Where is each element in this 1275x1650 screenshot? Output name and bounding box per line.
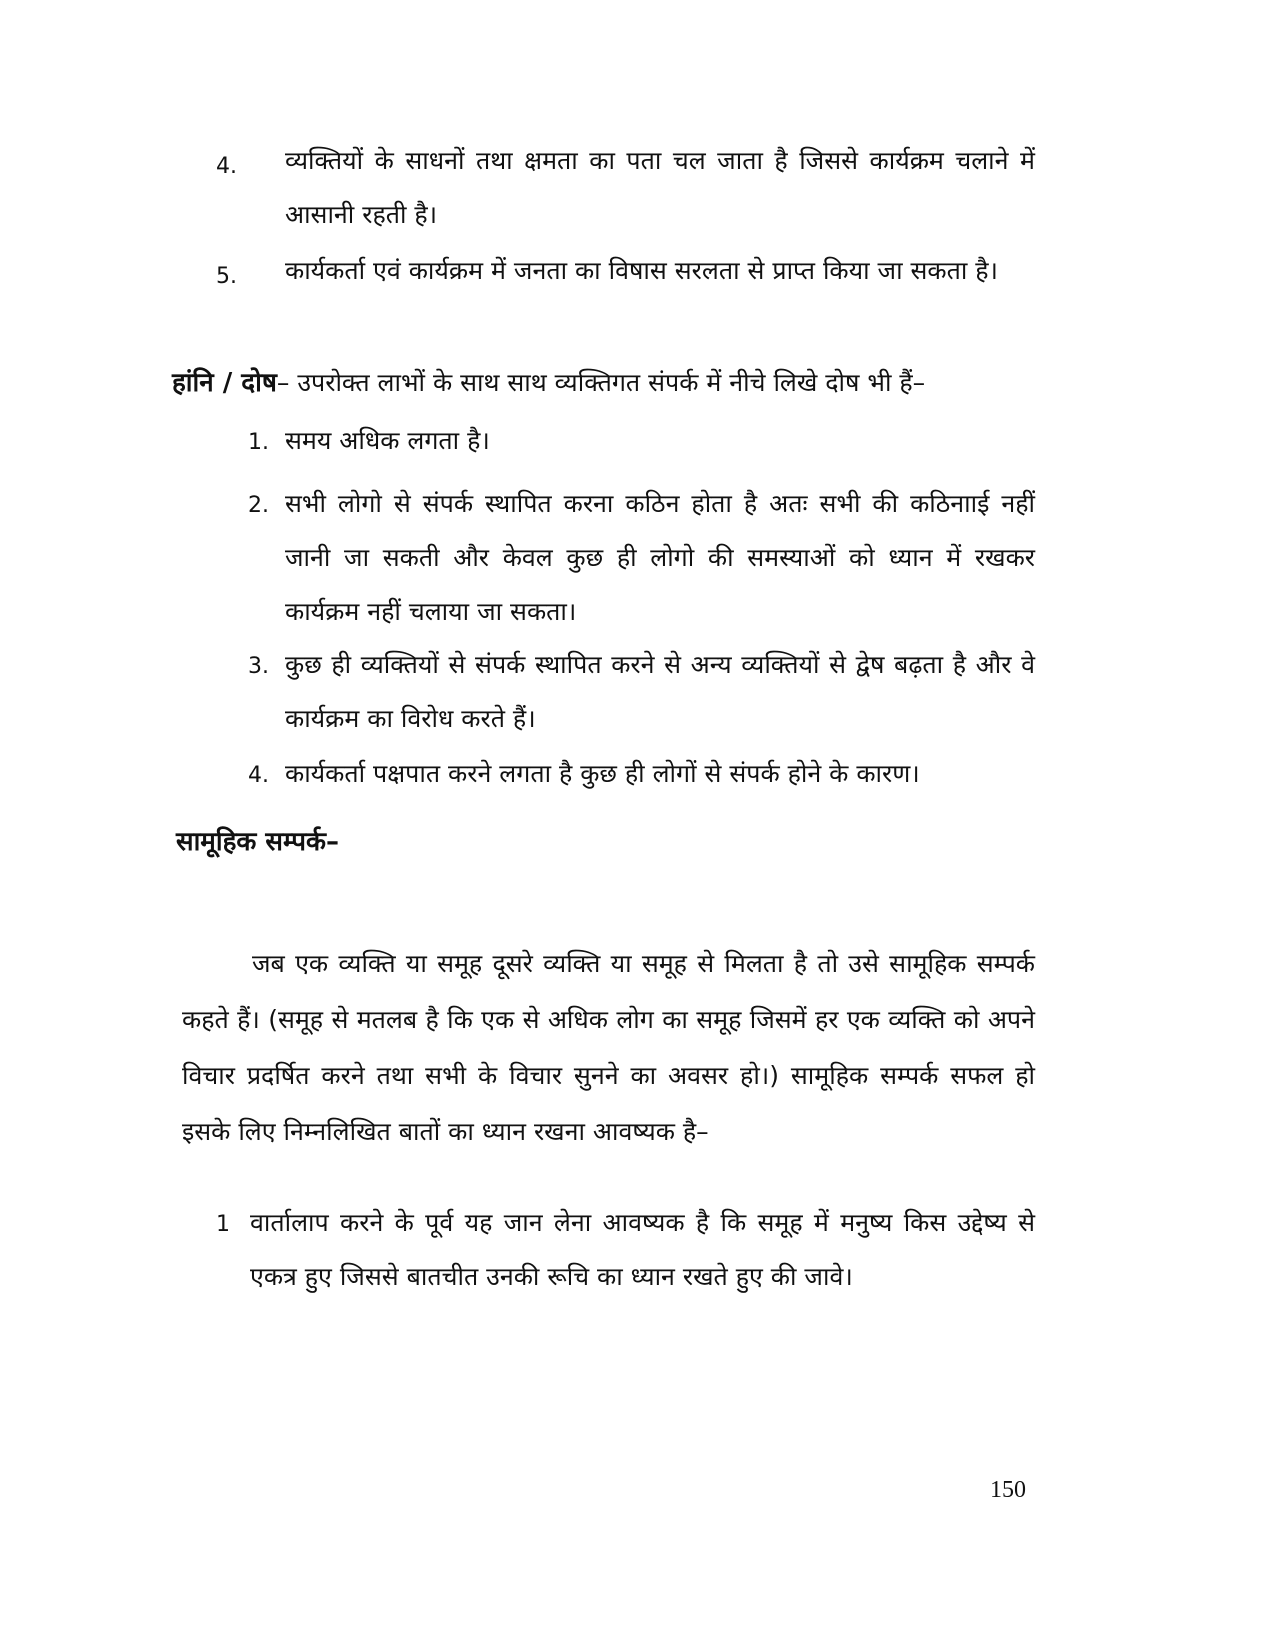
list-item: वार्तालाप करने के पूर्व यह जान लेना आवष्यक है कि समूह में मनुष्य किस उद्देष्य से एकत्र हुए जिससे बातचीत उनकी रूचि का ध्यान रखते हुए की जावे। xyxy=(250,1208,1035,1291)
list-item: सभी लोगो से संपर्क स्थापित करना कठिन होता है अतः सभी की कठिनााई नहीं जानी जा सकती और केवल कुछ ही लोगो की समस्याओं को ध्यान में रखकर कार्यक्रम नहीं चलाया जा सकता। xyxy=(285,489,1035,626)
list-number: 5. xyxy=(216,264,237,289)
page-number: 150 xyxy=(990,1477,1026,1503)
list-number: 1 xyxy=(216,1212,230,1237)
disadvantages-line xyxy=(172,358,1052,408)
list-number: 4. xyxy=(248,763,269,788)
disadvantages-intro: – उपरोक्त लाभों के साथ साथ व्यक्तिगत संपर्क में नीचे लिखे दोष भी हैं– xyxy=(276,368,926,397)
disadvantages-heading: हांनि / दोष xyxy=(172,368,277,398)
list-item: समय अधिक लगता है। xyxy=(285,426,490,455)
list-item: कार्यकर्ता पक्षपात करने लगता है कुछ ही लोगों से संपर्क होने के कारण। xyxy=(285,759,920,788)
list-number: 2. xyxy=(248,493,269,518)
body-paragraph: जब एक व्यक्ति या समूह दूसरे व्यक्ति या समूह से मिलता है तो उसे सामूहिक सम्पर्क कहते हैं। (समूह से मतलब है कि एक से अधिक लोग का समूह जिसमें हर एक व्यक्ति को अपने विचार प्रदर्षित करने तथा सभी के विचार सुनने का अवसर हो।) सामूहिक सम्पर्क सफल हो इसके लिए निम्नलिखित बातों का ध्यान रखना आवष्यक है– xyxy=(182,949,1035,1146)
section-heading: सामूहिक सम्पर्क– xyxy=(176,827,340,857)
list-number: 4. xyxy=(216,154,237,179)
list-item: कुछ ही व्यक्तियों से संपर्क स्थापित करने से अन्य व्यक्तियों से द्वेष बढ़ता है और वे कार्यक्रम का विरोध करते हैं। xyxy=(285,650,1035,733)
list-number: 1. xyxy=(248,430,269,455)
list-item: कार्यकर्ता एवं कार्यक्रम में जनता का विषास सरलता से प्राप्त किया जा सकता है। xyxy=(285,256,999,285)
list-number: 3. xyxy=(248,654,269,679)
list-item: व्यक्तियों के साधनों तथा क्षमता का पता चल जाता है जिससे कार्यक्रम चलाने में आसानी रहती है। xyxy=(285,146,1035,229)
